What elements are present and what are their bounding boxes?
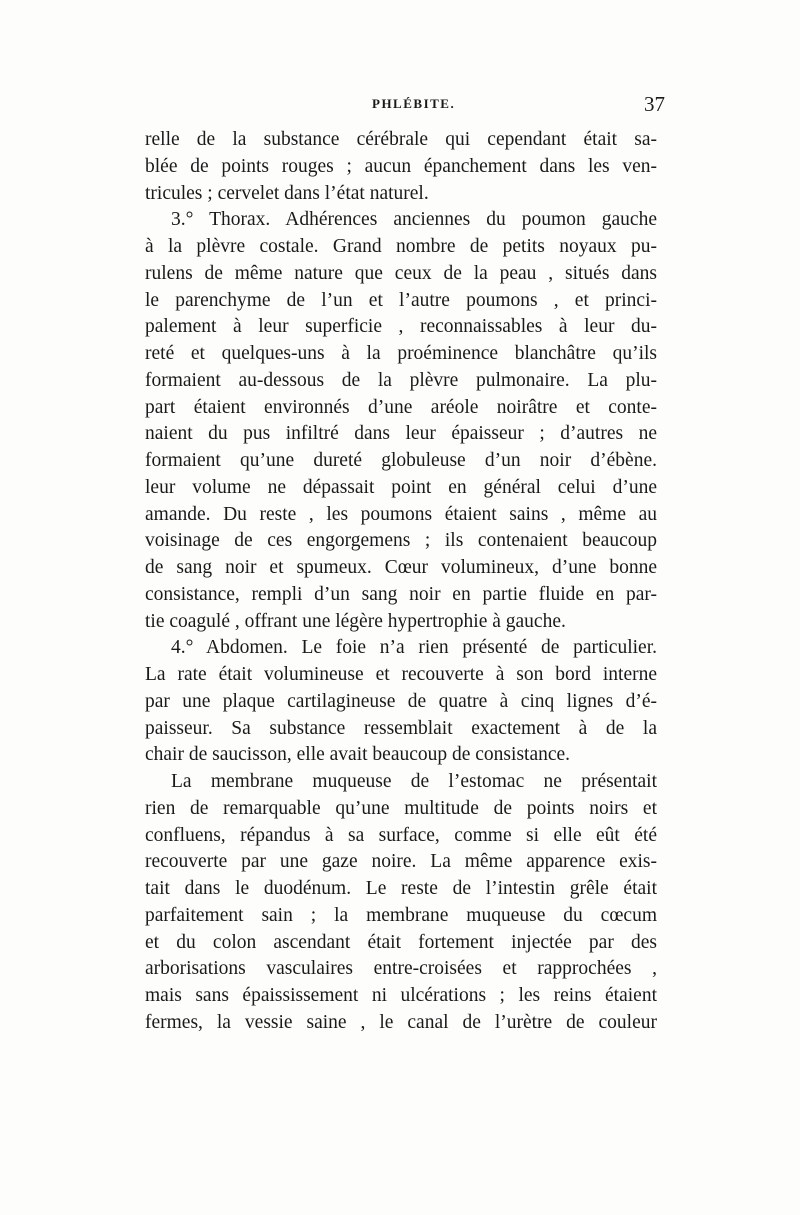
page-header xyxy=(145,92,665,122)
text-line: par une plaque cartilagineuse de quatre à cinq lignes d’é- xyxy=(145,690,657,712)
text-line: fermes, la vessie saine , le canal de l’urètre de couleur xyxy=(145,1011,657,1033)
body-text xyxy=(145,127,657,1037)
text-line: tait dans le duodénum. Le reste de l’intestin grêle était xyxy=(145,878,657,899)
text-line: voisinage de ces engorgemens ; ils contenaient beaucoup xyxy=(145,530,657,552)
text-line: confluens, répandus à sa surface, comme si elle eût été xyxy=(145,824,657,846)
text-line: tricules ; cervelet dans l’état naturel. xyxy=(145,182,429,204)
text-line: leur volume ne dépassait point en général celui d’une xyxy=(145,476,657,498)
text-line: consistance, rempli d’un sang noir en partie fluide en par- xyxy=(145,583,657,605)
text-line: de sang noir et spumeux. Cœur volumineux, d’une bonne xyxy=(145,557,657,578)
text-line: mais sans épaississement ni ulcérations ; les reins étaient xyxy=(145,985,657,1006)
text-line: arborisations vasculaires entre-croisées et rapprochées , xyxy=(145,958,657,980)
text-line: à la plèvre costale. Grand nombre de petits noyaux pu- xyxy=(145,236,657,257)
text-line: 3.° Thorax. Adhérences anciennes du poumon gauche xyxy=(171,209,657,231)
text-line: tie coagulé , offrant une légère hypertrophie à gauche. xyxy=(145,610,566,632)
text-line: et du colon ascendant était fortement injectée par des xyxy=(145,931,657,953)
text-line: chair de saucisson, elle avait beaucoup de consistance. xyxy=(145,744,571,766)
page-number: 37 xyxy=(644,92,665,116)
running-title: PHLÉBITE. xyxy=(372,96,456,111)
text-line: recouverte par une gaze noire. La même apparence exis- xyxy=(145,851,657,873)
text-line: blée de points rouges ; aucun épanchement dans les ven- xyxy=(145,155,657,177)
text-line: amande. Du reste , les poumons étaient sains , même au xyxy=(145,503,657,525)
text-line: le parenchyme de l’un et l’autre poumons , et princi- xyxy=(145,289,657,311)
text-line: La membrane muqueuse de l’estomac ne présentait xyxy=(171,771,657,792)
text-line: formaient qu’une dureté globuleuse d’un noir d’ébène. xyxy=(145,450,657,471)
text-line: formaient au-dessous de la plèvre pulmonaire. La plu- xyxy=(145,369,657,391)
text-line: naient du pus infiltré dans leur épaisseur ; d’autres ne xyxy=(145,423,657,445)
text-line: rien de remarquable qu’une multitude de points noirs et xyxy=(145,797,657,819)
text-line: La rate était volumineuse et recouverte à son bord interne xyxy=(145,664,657,685)
text-line: palement à leur superficie , reconnaissables à leur du- xyxy=(145,316,657,338)
text-line: rulens de même nature que ceux de la peau , situés dans xyxy=(145,262,657,284)
text-line: reté et quelques-uns à la proéminence blanchâtre qu’ils xyxy=(145,343,657,364)
text-line: 4.° Abdomen. Le foie n’a rien présenté de particulier. xyxy=(171,637,657,659)
text-line: parfaitement sain ; la membrane muqueuse du cœcum xyxy=(145,904,657,926)
text-line: part étaient environnés d’une aréole noirâtre et conte- xyxy=(145,396,657,418)
text-line: relle de la substance cérébrale qui cependant était sa- xyxy=(145,129,657,150)
text-line: paisseur. Sa substance ressemblait exactement à de la xyxy=(145,717,657,739)
